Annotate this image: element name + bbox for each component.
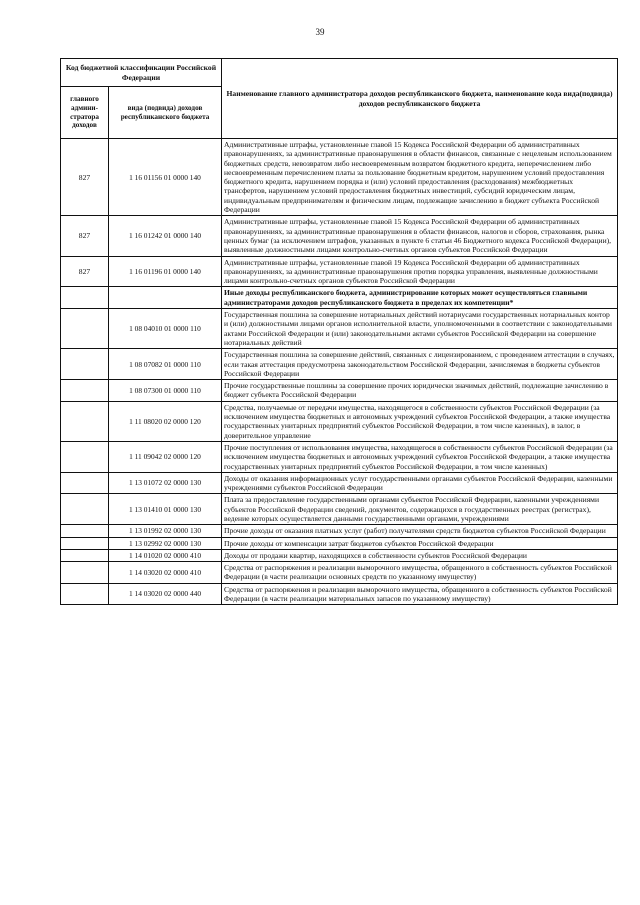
income-code-cell: 1 13 01072 02 0000 130 xyxy=(109,472,222,494)
income-name-cell: Прочие государственные пошлины за совершение прочих юридически значимых действий, подлежащие зачислению в бюджет субъекта Российской Федерации xyxy=(222,380,618,402)
table-row xyxy=(61,256,618,287)
income-code-cell: 1 11 08020 02 0000 120 xyxy=(109,401,222,441)
income-name-cell: Доходы от оказания информационных услуг государственными органами субъектов Российской Федерации, казенными учреждениями субъектов Российской Федерации xyxy=(222,472,618,494)
table-row xyxy=(61,401,618,441)
admin-code-cell xyxy=(61,380,109,402)
income-code-cell: 1 11 09042 02 0000 120 xyxy=(109,441,222,472)
income-code-cell: 1 14 01020 02 0000 410 xyxy=(109,549,222,561)
income-code-cell: 1 13 01992 02 0000 130 xyxy=(109,525,222,537)
table-body xyxy=(61,139,618,605)
income-name-cell: Средства от распоряжения и реализации выморочного имущества, обращенного в собственность субъектов Российской Федерации (в части реализации основных средств по указанному имуществу) xyxy=(222,562,618,584)
income-code-cell: 1 16 01242 01 0000 140 xyxy=(109,216,222,256)
admin-code-cell xyxy=(61,549,109,561)
table-row xyxy=(61,549,618,561)
table-row xyxy=(61,309,618,349)
table-row xyxy=(61,441,618,472)
admin-code-cell xyxy=(61,537,109,549)
income-name-cell: Административные штрафы, установленные главой 15 Кодекса Российской Федерации об административных правонарушениях, за административные правонарушения в области финансов, связанные с нецелевым использованием бюджетных средств, невозвратом либо несвоевременным возвратом бюджетного кредита, неперечислением либо несвоевременным перечислением платы за пользование бюджетным кредитом, нарушением условий предоставления бюджетного кредита, нарушением порядка и (или) условий предоставления (расходования) межбюджетных трансфертов, нарушением условий предоставления бюджетных инвестиций, субсидий юридическим лицам, индивидуальным предпринимателям и физическим лицам, подлежащие зачислению в бюджет субъекта Российской Федерации xyxy=(222,139,618,216)
admin-code-cell: 827 xyxy=(61,216,109,256)
table-row xyxy=(61,583,618,605)
admin-code-cell xyxy=(61,441,109,472)
income-name-cell: Прочие доходы от компенсации затрат бюджетов субъектов Российской Федерации xyxy=(222,537,618,549)
table-row xyxy=(61,472,618,494)
income-code-cell: 1 08 04010 01 0000 110 xyxy=(109,309,222,349)
table-row xyxy=(61,380,618,402)
income-code-cell: 1 16 01196 01 0000 140 xyxy=(109,256,222,287)
section-heading-cell: Иные доходы республиканского бюджета, администрирование которых может осуществляться главными администраторами доходов республиканского бюджета в пределах их компетенции* xyxy=(222,287,618,309)
table-row xyxy=(61,525,618,537)
income-code-cell: 1 13 01410 01 0000 130 xyxy=(109,494,222,525)
income-code-cell: 1 08 07300 01 0000 110 xyxy=(109,380,222,402)
budget-classification-table xyxy=(60,58,618,605)
income-name-cell: Плата за предоставление государственными органами субъектов Российской Федерации, казенными учреждениями субъектов Российской Федерации сведений, документов, содержащихся в государственных реестрах (регистрах), ведение которых осуществляется данными государственными органами, учреждениями xyxy=(222,494,618,525)
income-name-cell: Прочие поступления от использования имущества, находящегося в собственности субъектов Российской Федерации (за исключением имущества бюджетных и автономных учреждений субъектов Российской Федерации, а также имущества государственных унитарных предприятий субъектов Российской Федерации, в том числе казенных) xyxy=(222,441,618,472)
code-group-header: Код бюджетной классификации Российской Федерации xyxy=(61,59,222,87)
income-code-cell: 1 08 07082 01 0000 110 xyxy=(109,349,222,380)
admin-code-cell xyxy=(61,525,109,537)
income-name-cell: Административные штрафы, установленные главой 15 Кодекса Российской Федерации об административных правонарушениях, за административные правонарушения в области финансов, налогов и сборов, страхования, рынка ценных бумаг (за исключением штрафов, указанных в пункте 6 статьи 46 Бюджетного кодекса Российской Федерации), выявленные должностными лицами контрольно-счетных органов субъектов Российской Федерации xyxy=(222,216,618,256)
table-row xyxy=(61,494,618,525)
income-code-cell: 1 13 02992 02 0000 130 xyxy=(109,537,222,549)
table-row xyxy=(61,216,618,256)
income-code-cell: 1 14 03020 02 0000 410 xyxy=(109,562,222,584)
income-name-cell: Прочие доходы от оказания платных услуг (работ) получателями средств бюджетов субъектов Российской Федерации xyxy=(222,525,618,537)
admin-code-cell xyxy=(61,583,109,605)
admin-code-cell xyxy=(61,401,109,441)
admin-column-header: главного админи-стратора доходов xyxy=(61,87,109,139)
table-row xyxy=(61,139,618,216)
table-row xyxy=(61,537,618,549)
name-column-header: Наименование главного администратора доходов республиканского бюджета, наименование кода вида(подвида) доходов республиканского бюджета xyxy=(222,59,618,139)
income-name-cell: Средства, получаемые от передачи имущества, находящегося в собственности субъектов Российской Федерации (за исключением имущества бюджетных и автономных учреждений субъектов Российской Федерации, а также имущества государственных унитарных предприятий субъектов Российской Федерации, в том числе казенных), в залог, в доверительное управление xyxy=(222,401,618,441)
kind-column-header: вида (подвида) доходов республиканского бюджета xyxy=(109,87,222,139)
table-row xyxy=(61,562,618,584)
admin-code-cell xyxy=(61,562,109,584)
income-name-cell: Государственная пошлина за совершение нотариальных действий нотариусами государственных нотариальных контор и (или) должностными лицами органов исполнительной власти, уполномоченными в соответствии с законодательными актами Российской Федерации и (или) законодательными актами субъектов Российской Федерации на совершение нотариальных действий xyxy=(222,309,618,349)
income-name-cell: Доходы от продажи квартир, находящихся в собственности субъектов Российской Федерации xyxy=(222,549,618,561)
income-name-cell: Государственная пошлина за совершение действий, связанных с лицензированием, с проведением аттестации в случаях, если такая аттестация предусмотрена законодательством Российской Федерации, зачисляемая в бюджеты субъектов Российской Федерации xyxy=(222,349,618,380)
admin-code-cell xyxy=(61,349,109,380)
income-name-cell: Административные штрафы, установленные главой 19 Кодекса Российской Федерации об административных правонарушениях, за административные правонарушения против порядка управления, выявленные должностными лицами контрольно-счетных органов субъектов Российской Федерации xyxy=(222,256,618,287)
admin-code-cell: 827 xyxy=(61,139,109,216)
table-row xyxy=(61,349,618,380)
admin-code-cell: 827 xyxy=(61,256,109,287)
income-code-cell xyxy=(109,287,222,309)
table-row xyxy=(61,287,618,309)
income-name-cell: Средства от распоряжения и реализации выморочного имущества, обращенного в собственность субъектов Российской Федерации (в части реализации материальных запасов по указанному имуществу) xyxy=(222,583,618,605)
income-code-cell: 1 14 03020 02 0000 440 xyxy=(109,583,222,605)
admin-code-cell xyxy=(61,309,109,349)
page-number: 39 xyxy=(315,27,325,37)
admin-code-cell xyxy=(61,287,109,309)
admin-code-cell xyxy=(61,472,109,494)
income-code-cell: 1 16 01156 01 0000 140 xyxy=(109,139,222,216)
admin-code-cell xyxy=(61,494,109,525)
